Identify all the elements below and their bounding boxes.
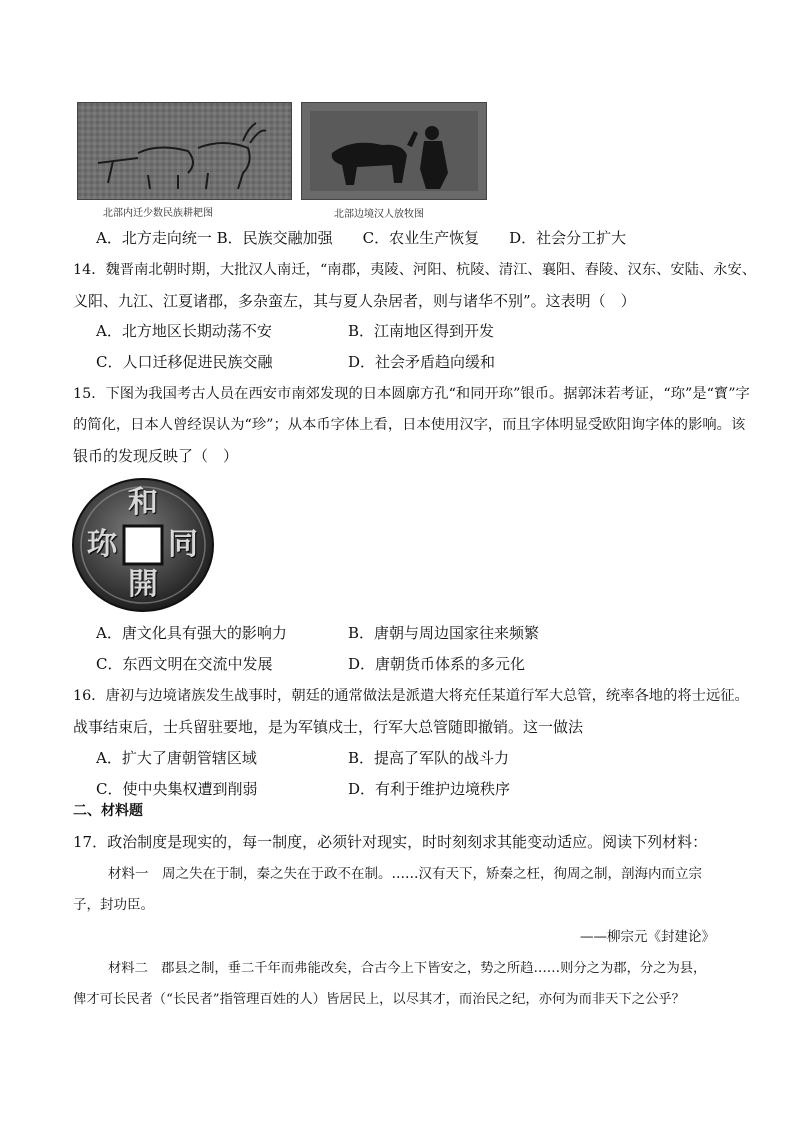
q14-option-c: C．人口迁移促进民族交融: [96, 353, 273, 371]
q15-option-b: B．唐朝与周边国家往来频繁: [348, 624, 540, 642]
q15-stem-line1: 15．下图为我国考古人员在西安市南郊发现的日本圆廓方孔“和同开珎”银币。据郭沫若考证，“珎”是“寳”字: [73, 386, 750, 402]
q14-option-d: D．社会矛盾趋向缓和: [348, 353, 496, 371]
q14-stem-line1: 14．魏晋南北朝时期，大批汉人南迁，“南郡，夷陵、河阳、杭陵、清江、襄阳、舂陵、汉东、安陆、永安、: [73, 262, 757, 278]
q16-option-a: A．扩大了唐朝管辖区域: [96, 749, 257, 767]
coin-char-top: 和: [128, 485, 158, 520]
cattle-herder-icon: [302, 103, 486, 199]
left-figure-caption: 北部内迁少数民族耕耙图: [103, 208, 213, 219]
ox-plough-icon: [78, 103, 291, 199]
q17-material1-line1: 材料一 周之失在于制，秦之失在于政不在制。……汉有天下，矫秦之枉，徇周之制，剖海内而立宗: [108, 866, 702, 882]
q15-stem-line3: 银币的发现反映了（ ）: [73, 447, 239, 465]
q17-material2-line2: 俾才可长民者（“长民者”指管理百姓的人）皆居民上，以尽其才，而治民之纪，亦何为而非天下之公乎？: [73, 992, 685, 1007]
q15-stem-line2: 的简化，日本人曾经误认为“珍”；从本币字体上看，日本使用汉字，而且字体明显受欧阳询字体的影响。该: [73, 417, 746, 433]
coin-char-left: 珎: [87, 527, 117, 562]
q16-option-c: C．使中央集权遭到削弱: [96, 780, 258, 798]
q17-material1-line2: 子，封功臣。: [73, 897, 154, 913]
q17-material2-line1: 材料二 郡县之制，垂二千年而弗能改矣，合古今上下皆安之，势之所趋……则分之为郡，分之为县，: [108, 961, 707, 976]
q16-option-d: D．有利于维护边境秩序: [348, 780, 511, 798]
q14-option-b: B．江南地区得到开发: [348, 322, 495, 340]
coin-char-bottom: 開: [128, 567, 158, 602]
q17-material1-source: ——柳宗元《封建论》: [580, 929, 715, 945]
q15-option-a: A．唐文化具有强大的影响力: [96, 624, 287, 642]
section-title: 二、材料题: [73, 803, 143, 819]
herding-rubbing-image: [301, 102, 487, 200]
q14-option-a: A．北方地区长期动荡不安: [96, 322, 272, 340]
q16-stem-line2: 战事结束后，士兵留驻要地，是为军镇戍士，行军大总管随即撤销。这一做法: [73, 718, 584, 736]
q14-stem-line2: 义阳、九江、江夏诸郡，多杂蛮左，其与夏人杂居者，则与诸华不别”。这表明（ ）: [73, 292, 636, 310]
farming-rubbing-image: [77, 102, 292, 200]
right-figure-caption: 北部边境汉人放牧图: [334, 209, 424, 220]
q16-option-b: B．提高了军队的战斗力: [348, 749, 510, 767]
coin-char-right: 同: [168, 527, 198, 562]
coin-image: [72, 478, 214, 613]
q15-option-d: D．唐朝货币体系的多元化: [348, 655, 526, 673]
q13-options: A．北方走向统一 B．民族交融加强 C．农业生产恢复 D．社会分工扩大: [96, 229, 627, 247]
q15-option-c: C．东西文明在交流中发展: [96, 655, 273, 673]
q16-stem-line1: 16．唐初与边境诸族发生战事时，朝廷的通常做法是派遣大将充任某道行军大总管，统率各地的将士远征。: [73, 688, 749, 704]
q17-stem: 17．政治制度是现实的，每一制度，必须针对现实，时时刻刻求其能变动适应。阅读下列材料：: [73, 833, 708, 851]
